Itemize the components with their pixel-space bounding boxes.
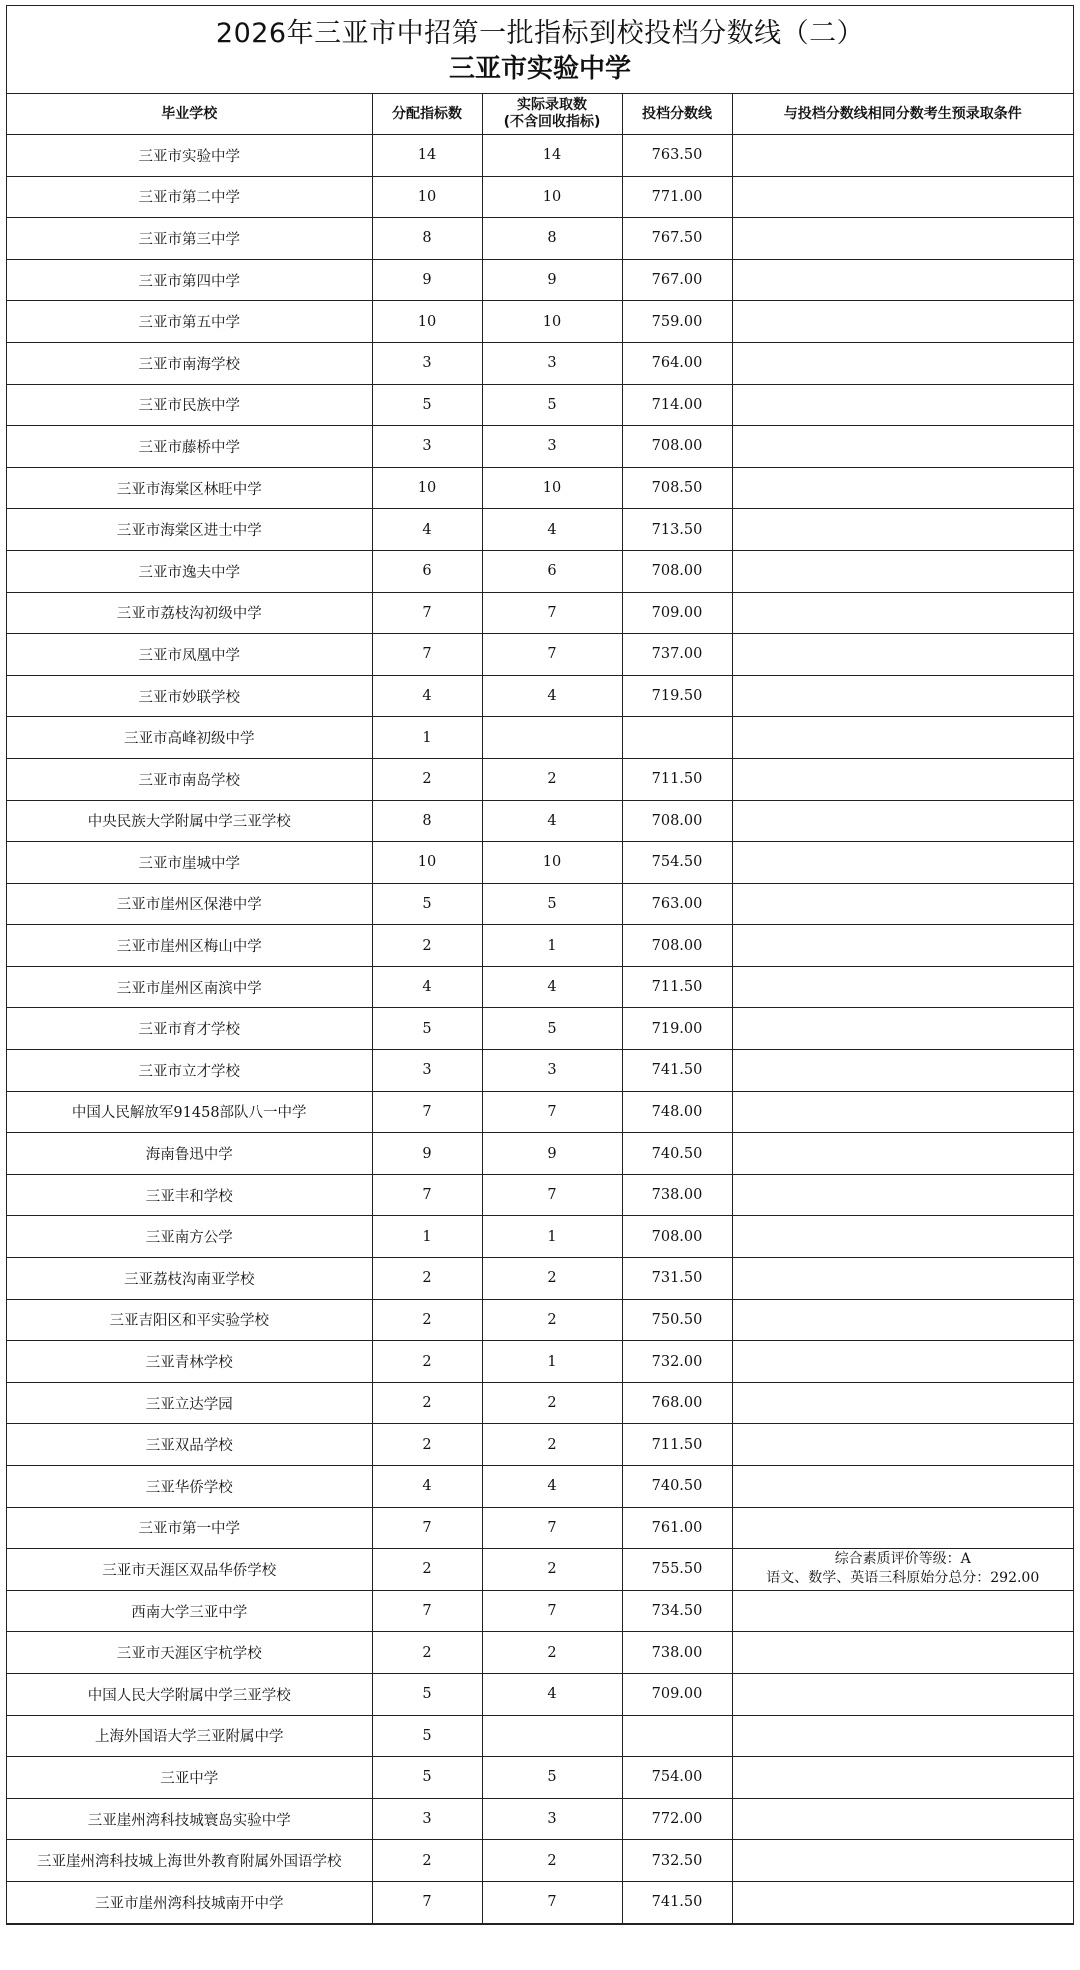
score-cell: 767.50: [622, 218, 732, 260]
score-cell: 711.50: [622, 758, 732, 800]
table-row: [7, 1715, 1073, 1757]
actual-cell: 1: [482, 1216, 622, 1258]
school-cell: 三亚市南海学校: [7, 342, 372, 384]
condition-cell: [732, 1133, 1073, 1175]
header-actual-line1: 实际录取数: [517, 97, 587, 113]
table-row: [7, 1258, 1073, 1300]
condition-cell: [732, 1050, 1073, 1092]
condition-cell: [732, 1382, 1073, 1424]
allocated-cell: 1: [372, 717, 482, 759]
score-cell: 754.00: [622, 1757, 732, 1799]
actual-cell: 7: [482, 1507, 622, 1549]
condition-cell: [732, 883, 1073, 925]
condition-cell: [732, 1424, 1073, 1466]
allocated-cell: 10: [372, 176, 482, 218]
allocated-cell: 3: [372, 1798, 482, 1840]
score-cell: 719.00: [622, 1008, 732, 1050]
table-row: [7, 1091, 1073, 1133]
allocated-cell: 4: [372, 1466, 482, 1508]
school-cell: 中央民族大学附属中学三亚学校: [7, 800, 372, 842]
school-cell: 三亚青林学校: [7, 1341, 372, 1383]
condition-cell: [732, 135, 1073, 177]
table-row: [7, 1757, 1073, 1799]
table-row: [7, 135, 1073, 177]
actual-cell: [482, 717, 622, 759]
table-row: [7, 1466, 1073, 1508]
allocated-cell: 2: [372, 1632, 482, 1674]
condition-cell: [732, 550, 1073, 592]
allocated-cell: 8: [372, 218, 482, 260]
school-cell: 三亚市崖州区梅山中学: [7, 925, 372, 967]
score-cell: 741.50: [622, 1881, 732, 1923]
actual-cell: 5: [482, 1008, 622, 1050]
school-cell: 三亚崖州湾科技城上海世外教育附属外国语学校: [7, 1840, 372, 1882]
school-cell: 海南鲁迅中学: [7, 1133, 372, 1175]
table-row: [7, 1424, 1073, 1466]
actual-cell: 2: [482, 1299, 622, 1341]
table-row: [7, 925, 1073, 967]
actual-cell: 7: [482, 1590, 622, 1632]
school-cell: 三亚南方公学: [7, 1216, 372, 1258]
score-cell: 763.50: [622, 135, 732, 177]
allocated-cell: 2: [372, 1299, 482, 1341]
table-row: [7, 842, 1073, 884]
table-row: [7, 259, 1073, 301]
allocated-cell: 2: [372, 1258, 482, 1300]
actual-cell: [482, 1715, 622, 1757]
score-cell: 709.00: [622, 592, 732, 634]
condition-cell: [732, 842, 1073, 884]
table-row: [7, 1299, 1073, 1341]
allocated-cell: 7: [372, 1091, 482, 1133]
condition-cell: [732, 1798, 1073, 1840]
school-cell: 三亚荔枝沟南亚学校: [7, 1258, 372, 1300]
allocated-cell: 3: [372, 1050, 482, 1092]
score-cell: 754.50: [622, 842, 732, 884]
actual-cell: 7: [482, 1091, 622, 1133]
condition-line: 综合素质评价等级：A: [834, 1551, 971, 1568]
allocated-cell: 4: [372, 966, 482, 1008]
score-cell: 708.00: [622, 800, 732, 842]
school-cell: 三亚市崖州区保港中学: [7, 883, 372, 925]
table-row: [7, 426, 1073, 468]
condition-cell: [732, 426, 1073, 468]
condition-cell: [732, 1549, 1073, 1591]
condition-cell: [732, 1091, 1073, 1133]
table-row: [7, 1798, 1073, 1840]
condition-cell: [732, 1757, 1073, 1799]
table-row: [7, 467, 1073, 509]
allocated-cell: 5: [372, 883, 482, 925]
actual-cell: 2: [482, 758, 622, 800]
school-cell: 三亚市海棠区林旺中学: [7, 467, 372, 509]
actual-cell: 2: [482, 1382, 622, 1424]
allocated-cell: 6: [372, 550, 482, 592]
school-cell: 三亚市凤凰中学: [7, 634, 372, 676]
score-cell: 759.00: [622, 301, 732, 343]
condition-cell: [732, 1174, 1073, 1216]
school-cell: 三亚市崖州区南滨中学: [7, 966, 372, 1008]
allocated-cell: 3: [372, 342, 482, 384]
actual-cell: 7: [482, 634, 622, 676]
allocated-cell: 7: [372, 1507, 482, 1549]
allocated-cell: 2: [372, 1549, 482, 1591]
score-cell: 711.50: [622, 966, 732, 1008]
actual-cell: 2: [482, 1424, 622, 1466]
allocated-cell: 2: [372, 1840, 482, 1882]
school-cell: 三亚市逸夫中学: [7, 550, 372, 592]
score-cell: 708.00: [622, 1216, 732, 1258]
page-title: 2026年三亚市中招第一批指标到校投档分数线（二）: [215, 18, 865, 49]
header-school: 毕业学校: [7, 94, 372, 135]
header-condition: 与投档分数线相同分数考生预录取条件: [732, 94, 1073, 135]
school-cell: 三亚市育才学校: [7, 1008, 372, 1050]
condition-cell: [732, 1881, 1073, 1923]
allocated-cell: 5: [372, 384, 482, 426]
allocated-cell: 2: [372, 925, 482, 967]
score-cell: [622, 717, 732, 759]
condition-cell: [732, 384, 1073, 426]
table-row: [7, 758, 1073, 800]
allocated-cell: 9: [372, 259, 482, 301]
score-cell: 755.50: [622, 1549, 732, 1591]
allocated-cell: 7: [372, 634, 482, 676]
header-actual-line2: (不含回收指标): [503, 114, 601, 130]
table-row: [7, 717, 1073, 759]
table-row: [7, 509, 1073, 551]
actual-cell: 7: [482, 1174, 622, 1216]
actual-cell: 5: [482, 1757, 622, 1799]
allocated-cell: 7: [372, 1590, 482, 1632]
condition-cell: [732, 634, 1073, 676]
allocated-cell: 2: [372, 1341, 482, 1383]
condition-cell: [732, 1008, 1073, 1050]
condition-cell: [732, 259, 1073, 301]
allocated-cell: 2: [372, 1382, 482, 1424]
table-row: [7, 966, 1073, 1008]
actual-cell: 9: [482, 259, 622, 301]
header-score: 投档分数线: [622, 94, 732, 135]
condition-cell: [732, 717, 1073, 759]
actual-cell: 3: [482, 426, 622, 468]
score-cell: 750.50: [622, 1299, 732, 1341]
school-cell: 三亚市崖城中学: [7, 842, 372, 884]
actual-cell: 3: [482, 1798, 622, 1840]
school-cell: 三亚立达学园: [7, 1382, 372, 1424]
condition-cell: [732, 1299, 1073, 1341]
school-cell: 三亚崖州湾科技城寰岛实验中学: [7, 1798, 372, 1840]
title-block: [7, 6, 1073, 94]
school-cell: 三亚市藤桥中学: [7, 426, 372, 468]
school-cell: 西南大学三亚中学: [7, 1590, 372, 1632]
allocated-cell: 5: [372, 1757, 482, 1799]
school-cell: 三亚中学: [7, 1757, 372, 1799]
allocated-cell: 4: [372, 675, 482, 717]
school-cell: 三亚市实验中学: [7, 135, 372, 177]
condition-cell: [732, 1258, 1073, 1300]
school-cell: 三亚丰和学校: [7, 1174, 372, 1216]
table-row: [7, 883, 1073, 925]
actual-cell: 1: [482, 925, 622, 967]
actual-cell: 10: [482, 842, 622, 884]
school-cell: 三亚市南岛学校: [7, 758, 372, 800]
score-cell: 740.50: [622, 1133, 732, 1175]
table-row: [7, 675, 1073, 717]
allocated-cell: 5: [372, 1008, 482, 1050]
score-cell: 714.00: [622, 384, 732, 426]
allocated-cell: 3: [372, 426, 482, 468]
allocated-cell: 10: [372, 301, 482, 343]
score-cell: 708.00: [622, 925, 732, 967]
actual-cell: 7: [482, 1881, 622, 1923]
allocated-cell: 1: [372, 1216, 482, 1258]
table-row: [7, 800, 1073, 842]
table-row: [7, 1590, 1073, 1632]
table-row: [7, 592, 1073, 634]
table-row: [7, 1216, 1073, 1258]
actual-cell: 10: [482, 467, 622, 509]
school-cell: 三亚市崖州湾科技城南开中学: [7, 1881, 372, 1923]
score-cell: 772.00: [622, 1798, 732, 1840]
header-actual: [482, 94, 622, 135]
allocated-cell: 10: [372, 467, 482, 509]
condition-cell: [732, 1590, 1073, 1632]
school-cell: 三亚市民族中学: [7, 384, 372, 426]
score-cell: 734.50: [622, 1590, 732, 1632]
actual-cell: 7: [482, 592, 622, 634]
school-cell: 中国人民解放军91458部队八一中学: [7, 1091, 372, 1133]
actual-cell: 4: [482, 1466, 622, 1508]
table-row: [7, 550, 1073, 592]
score-cell: 764.00: [622, 342, 732, 384]
actual-cell: 3: [482, 342, 622, 384]
score-cell: 741.50: [622, 1050, 732, 1092]
condition-cell: [732, 966, 1073, 1008]
page-subtitle: 三亚市实验中学: [448, 54, 631, 84]
actual-cell: 5: [482, 384, 622, 426]
school-cell: 三亚市海棠区进士中学: [7, 509, 372, 551]
school-cell: 上海外国语大学三亚附属中学: [7, 1715, 372, 1757]
actual-cell: 14: [482, 135, 622, 177]
score-cell: 708.00: [622, 550, 732, 592]
condition-cell: [732, 925, 1073, 967]
condition-cell: [732, 1715, 1073, 1757]
score-cell: 738.00: [622, 1174, 732, 1216]
score-sheet: [6, 5, 1074, 1925]
condition-cell: [732, 592, 1073, 634]
actual-cell: 10: [482, 176, 622, 218]
allocated-cell: 2: [372, 1424, 482, 1466]
condition-cell: [732, 509, 1073, 551]
condition-cell: [732, 1216, 1073, 1258]
table-row: [7, 1881, 1073, 1923]
actual-cell: 2: [482, 1632, 622, 1674]
condition-cell: [732, 758, 1073, 800]
condition-cell: [732, 176, 1073, 218]
admission-score-table: [7, 94, 1073, 1924]
score-cell: 761.00: [622, 1507, 732, 1549]
condition-cell: [732, 1507, 1073, 1549]
condition-cell: [732, 675, 1073, 717]
actual-cell: 4: [482, 675, 622, 717]
table-row: [7, 301, 1073, 343]
score-cell: 708.00: [622, 426, 732, 468]
school-cell: 三亚市第三中学: [7, 218, 372, 260]
score-cell: 713.50: [622, 509, 732, 551]
score-cell: 732.50: [622, 1840, 732, 1882]
score-cell: 738.00: [622, 1632, 732, 1674]
school-cell: 三亚市天涯区双品华侨学校: [7, 1549, 372, 1591]
score-cell: 711.50: [622, 1424, 732, 1466]
table-row: [7, 634, 1073, 676]
table-row: [7, 342, 1073, 384]
school-cell: 三亚市天涯区宇杭学校: [7, 1632, 372, 1674]
table-row: [7, 218, 1073, 260]
condition-cell: [732, 467, 1073, 509]
actual-cell: 9: [482, 1133, 622, 1175]
score-cell: 740.50: [622, 1466, 732, 1508]
actual-cell: 4: [482, 966, 622, 1008]
table-row: [7, 384, 1073, 426]
allocated-cell: 10: [372, 842, 482, 884]
table-row: [7, 1840, 1073, 1882]
school-cell: 三亚市立才学校: [7, 1050, 372, 1092]
score-cell: 771.00: [622, 176, 732, 218]
school-cell: 三亚双品学校: [7, 1424, 372, 1466]
score-cell: 719.50: [622, 675, 732, 717]
condition-cell: [732, 1673, 1073, 1715]
table-row: [7, 1050, 1073, 1092]
score-cell: 709.00: [622, 1673, 732, 1715]
condition-cell: [732, 301, 1073, 343]
table-row: [7, 1382, 1073, 1424]
condition-cell: [732, 1341, 1073, 1383]
actual-cell: 1: [482, 1341, 622, 1383]
allocated-cell: 9: [372, 1133, 482, 1175]
school-cell: 三亚市高峰初级中学: [7, 717, 372, 759]
allocated-cell: 7: [372, 1881, 482, 1923]
school-cell: 三亚市妙联学校: [7, 675, 372, 717]
actual-cell: 8: [482, 218, 622, 260]
school-cell: 三亚市第五中学: [7, 301, 372, 343]
score-cell: [622, 1715, 732, 1757]
score-cell: 763.00: [622, 883, 732, 925]
allocated-cell: 5: [372, 1715, 482, 1757]
condition-cell: [732, 218, 1073, 260]
score-cell: 767.00: [622, 259, 732, 301]
allocated-cell: 7: [372, 1174, 482, 1216]
school-cell: 三亚市第四中学: [7, 259, 372, 301]
table-row: [7, 1133, 1073, 1175]
score-cell: 748.00: [622, 1091, 732, 1133]
condition-cell: [732, 1840, 1073, 1882]
actual-cell: 6: [482, 550, 622, 592]
condition-line: 语文、数学、英语三科原始分总分：292.00: [766, 1570, 1040, 1587]
condition-cell: [732, 1466, 1073, 1508]
condition-cell: [732, 342, 1073, 384]
score-cell: 708.50: [622, 467, 732, 509]
table-row: [7, 1673, 1073, 1715]
header-allocated: 分配指标数: [372, 94, 482, 135]
score-cell: 737.00: [622, 634, 732, 676]
table-row: [7, 1008, 1073, 1050]
actual-cell: 2: [482, 1258, 622, 1300]
table-row: [7, 1632, 1073, 1674]
actual-cell: 4: [482, 509, 622, 551]
school-cell: 三亚市第一中学: [7, 1507, 372, 1549]
table-row: [7, 1174, 1073, 1216]
allocated-cell: 8: [372, 800, 482, 842]
school-cell: 三亚华侨学校: [7, 1466, 372, 1508]
actual-cell: 2: [482, 1840, 622, 1882]
score-cell: 768.00: [622, 1382, 732, 1424]
actual-cell: 10: [482, 301, 622, 343]
school-cell: 三亚吉阳区和平实验学校: [7, 1299, 372, 1341]
school-cell: 三亚市荔枝沟初级中学: [7, 592, 372, 634]
score-cell: 731.50: [622, 1258, 732, 1300]
actual-cell: 5: [482, 883, 622, 925]
table-header-row: [7, 94, 1073, 135]
actual-cell: 4: [482, 800, 622, 842]
condition-cell: [732, 800, 1073, 842]
actual-cell: 3: [482, 1050, 622, 1092]
table-row: [7, 176, 1073, 218]
condition-cell: [732, 1632, 1073, 1674]
score-cell: 732.00: [622, 1341, 732, 1383]
allocated-cell: 5: [372, 1673, 482, 1715]
school-cell: 中国人民大学附属中学三亚学校: [7, 1673, 372, 1715]
allocated-cell: 2: [372, 758, 482, 800]
table-row: [7, 1507, 1073, 1549]
actual-cell: 2: [482, 1549, 622, 1591]
table-row: [7, 1549, 1073, 1591]
allocated-cell: 4: [372, 509, 482, 551]
school-cell: 三亚市第二中学: [7, 176, 372, 218]
allocated-cell: 7: [372, 592, 482, 634]
actual-cell: 4: [482, 1673, 622, 1715]
table-row: [7, 1341, 1073, 1383]
allocated-cell: 14: [372, 135, 482, 177]
